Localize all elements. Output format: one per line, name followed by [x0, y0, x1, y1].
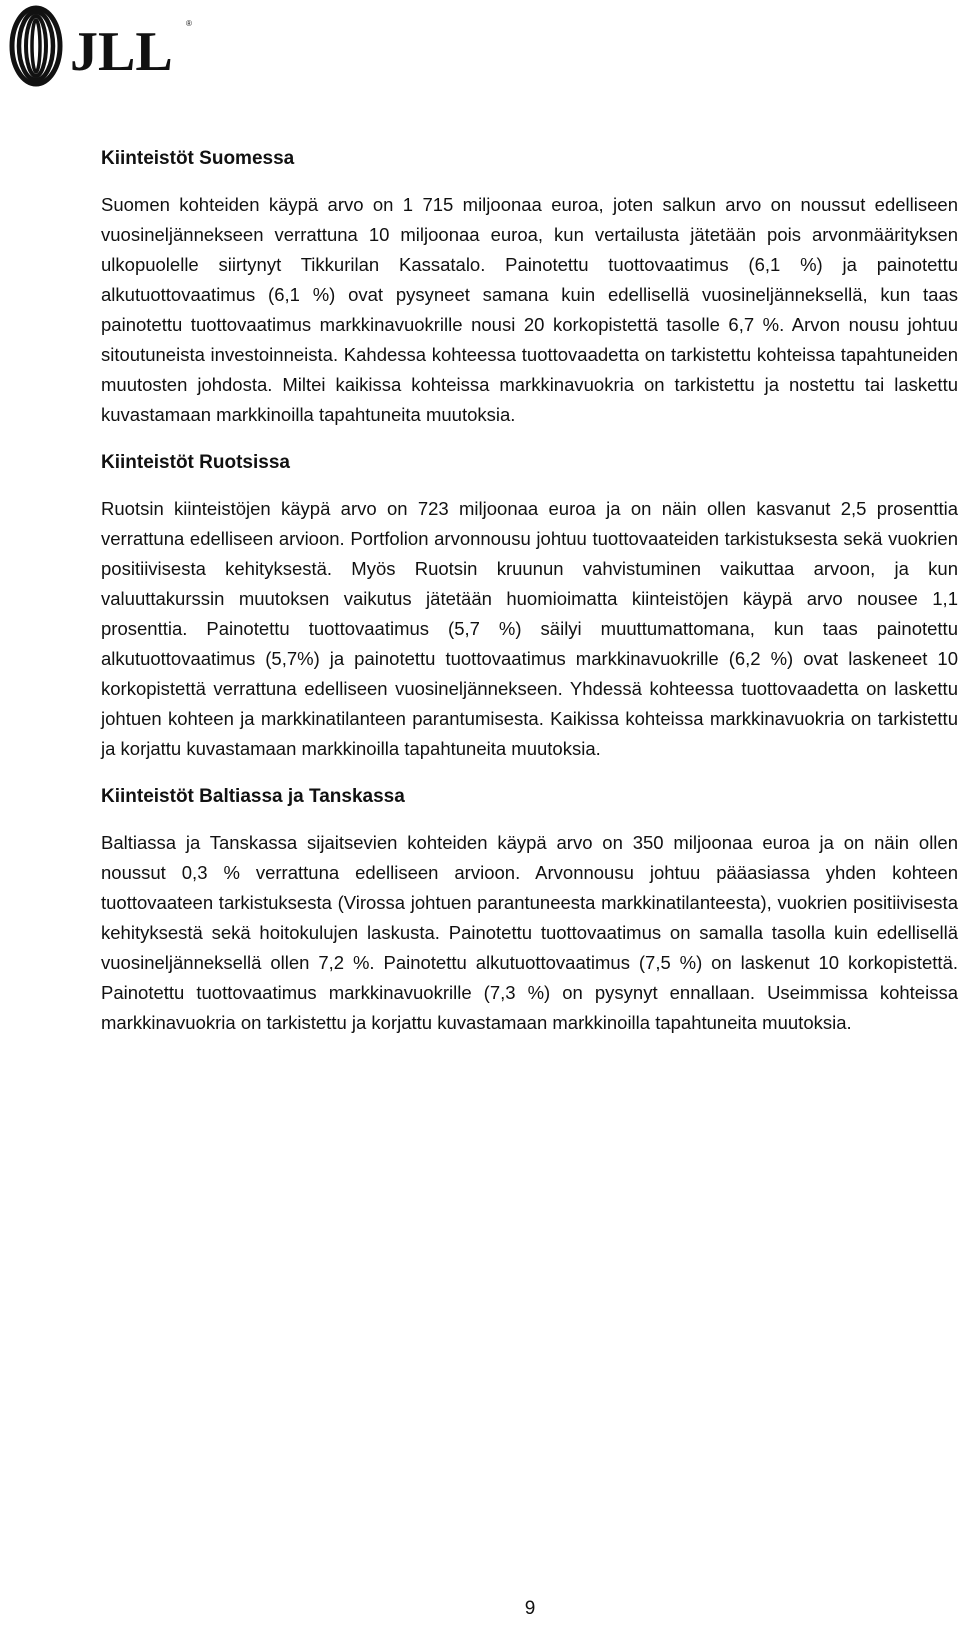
section-paragraph: Suomen kohteiden käypä arvo on 1 715 miljoonaa euroa, joten salkun arvo on noussut edelliseen vuosineljännekseen verrattuna 10 miljoonaa euroa, kun vertailusta jätetään pois arvonmäärityksen ulkopuolelle siirtynyt Tikkurilan Kassatalo. Painotettu tuottovaatimus (6,1 %) ja painotettu alkutuottovaatimus (6,1 %) ovat pysyneet samana kuin edellisellä vuosineljänneksellä, kun taas painotettu tuottovaatimus markkinavuokrille nousi 20 korkopistettä tasolle 6,7 %. Arvon nousu johtuu sitoutuneista investoinneista. Kahdessa kohteessa tuottovaadetta on tarkistettu kohteissa tapahtuneiden muutosten johdosta. Miltei kaikissa kohteissa markkinavuokria on tarkistettu ja nostettu tai laskettu kuvastamaan markkinoilla tapahtuneita muutoksia. — [101, 194, 958, 425]
logo-text: JLL — [70, 21, 173, 83]
section-title: Kiinteistöt Suomessa — [101, 148, 295, 169]
section-paragraph: Ruotsin kiinteistöjen käypä arvo on 723 miljoonaa euroa ja on näin ollen kasvanut 2,5 prosenttia verrattuna edelliseen arvioon. Portfolion arvonnousu johtuu tuottovaateiden tarkistuksesta sekä vuokrien positiivisesta kehityksestä. Myös Ruotsin kruunun vahvistuminen vaikuttaa arvoon, ja kun valuuttakurssin muutoksen vaikutus jätetään huomioimatta kiinteistöjen käypä arvo nousee 1,1 prosenttia. Painotettu tuottovaatimus (5,7 %) säilyi muuttumattomana, kun taas painotettu alkutuottovaatimus (5,7%) ja painotettu tuottovaatimus markkinavuokrille (6,2 %) ovat laskeneet 10 korkopistettä verrattuna edelliseen vuosineljännekseen. Yhdessä kohteessa tuottovaadetta on laskettu johtuen kohteen ja markkinatilanteen parantumisesta. Kaikissa kohteissa markkinavuokria on tarkistettu ja korjattu kuvastamaan markkinoilla tapahtuneita muutoksia. — [101, 498, 958, 759]
svg-text:®: ® — [186, 19, 192, 28]
section-paragraph: Baltiassa ja Tanskassa sijaitsevien kohteiden käypä arvo on 350 miljoonaa euroa ja on näin ollen noussut 0,3 % verrattuna edelliseen arvioon. Arvonnousu johtuu pääasiassa yhden kohteen tuottovaateen tarkistuksesta (Virossa johtuen parantuneesta markkinatilanteesta), vuokrien positiivisesta kehityksestä sekä hoitokulujen laskusta. Painotettu tuottovaatimus on samalla tasolla kuin edellisellä vuosineljänneksellä ollen 7,2 %. Painotettu alkutuottovaatimus (7,5 %) on laskenut 10 korkopistettä. Painotettu tuottovaatimus markkinavuokrille (7,3 %) on pysynyt ennallaan. Useimmissa kohteissa markkinavuokria on tarkistettu ja korjattu kuvastamaan markkinoilla tapahtuneita muutoksia. — [101, 832, 958, 1033]
document-body — [101, 144, 958, 1056]
section-title: Kiinteistöt Ruotsissa — [101, 452, 290, 473]
section-finland — [101, 144, 958, 430]
jll-logo — [6, 4, 198, 88]
section-sweden — [101, 448, 958, 764]
section-title: Kiinteistöt Baltiassa ja Tanskassa — [101, 786, 405, 807]
section-baltics-denmark — [101, 782, 958, 1038]
page-number: 9 — [524, 1598, 536, 1619]
